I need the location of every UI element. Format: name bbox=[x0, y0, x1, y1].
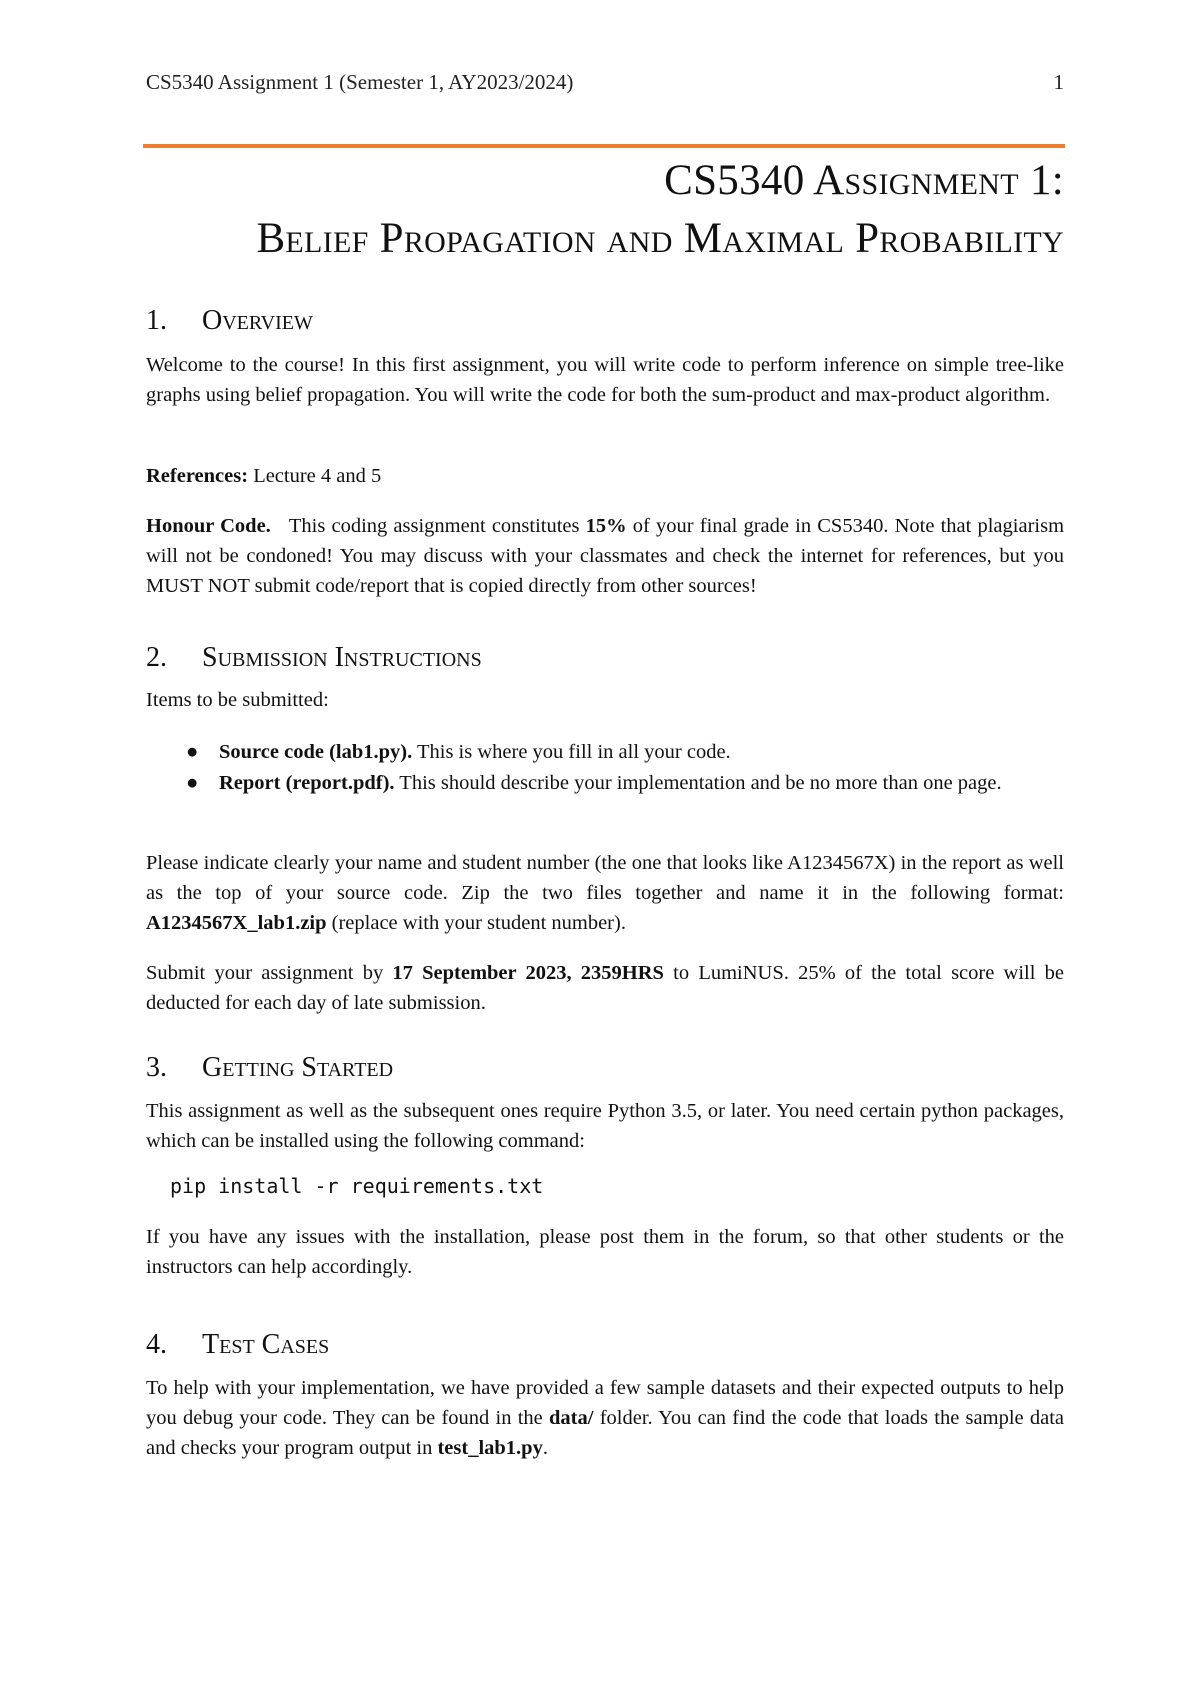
test-cases-mid: folder. You can find the code that loads the sample data and checks your program output in bbox=[146, 1407, 1064, 1459]
section-title: Overview bbox=[202, 305, 313, 336]
submission-format-pre: Please indicate clearly your name and student number (the one that looks like A1234567X) in the report as well as the top of your source code. Zip the two files together and name it in the following format: bbox=[146, 852, 1064, 904]
deadline-pre: Submit your assignment by bbox=[146, 962, 393, 984]
section-number: 1. bbox=[146, 305, 167, 336]
test-cases-pre: To help with your implementation, we have provided a few sample datasets and their expected outputs to help you debug your code. They can be found in the bbox=[146, 1377, 1064, 1429]
page-number: 1 bbox=[1053, 70, 1064, 94]
list-item-bold: Source code (lab1.py). bbox=[219, 741, 413, 763]
section-heading-submission bbox=[146, 642, 482, 674]
section-heading-getting-started bbox=[146, 1052, 393, 1084]
getting-started-paragraph: This assignment as well as the subsequent ones require Python 3.5, or later. You need certain python packages, which can be installed using the following command: bbox=[146, 1100, 1064, 1152]
running-header bbox=[146, 70, 1064, 102]
overview-paragraph: Welcome to the course! In this first assignment, you will write code to perform inference on simple tree-like graphs using belief propagation. You will write the code for both the sum-product and max-product algorithm. bbox=[146, 354, 1064, 406]
section-title: Getting Started bbox=[202, 1052, 394, 1083]
test-file-name: test_lab1.py bbox=[437, 1437, 543, 1459]
list-item-desc: This should describe your implementation and be no more than one page. bbox=[394, 772, 1002, 794]
installation-help-paragraph: If you have any issues with the installation, please post them in the forum, so that other students or the instructors can help accordingly. bbox=[146, 1226, 1064, 1278]
test-cases-post: . bbox=[542, 1437, 548, 1459]
deadline-post: to LumiNUS. 25% of the total score will be deducted for each day of late submission. bbox=[146, 962, 1064, 1014]
submission-format-post: (replace with your student number). bbox=[326, 912, 626, 934]
honour-code-paragraph bbox=[146, 511, 1064, 601]
list-item bbox=[146, 768, 1064, 828]
bullet-icon: ● bbox=[186, 772, 199, 794]
section-title: Test Cases bbox=[202, 1329, 330, 1360]
references-paragraph bbox=[146, 461, 1064, 491]
references-text: Lecture 4 and 5 bbox=[248, 465, 382, 487]
submission-intro: Items to be submitted: bbox=[146, 689, 329, 711]
deadline-date: 17 September 2023, 2359HRS bbox=[392, 962, 664, 984]
document-title-line1: CS5340 Assignment 1: bbox=[664, 157, 1064, 204]
section-title: Submission Instructions bbox=[202, 642, 482, 673]
honour-code-label: Honour Code. bbox=[146, 515, 271, 537]
install-command: pip install -r requirements.txt bbox=[170, 1174, 544, 1198]
references-label: References: bbox=[146, 465, 249, 487]
list-item bbox=[146, 737, 1064, 767]
header-title: CS5340 Assignment 1 (Semester 1, AY2023/2024) bbox=[146, 70, 574, 94]
honour-code-text-pre: This coding assignment constitutes bbox=[270, 515, 586, 537]
section-number: 2. bbox=[146, 642, 167, 673]
zip-filename: A1234567X_lab1.zip bbox=[146, 912, 327, 934]
section-heading-test-cases bbox=[146, 1329, 329, 1361]
list-item-bold: Report (report.pdf). bbox=[219, 772, 395, 794]
list-item-text bbox=[219, 768, 1064, 798]
deadline-paragraph bbox=[146, 958, 1064, 1018]
title-rule bbox=[143, 144, 1065, 148]
list-item-text bbox=[219, 737, 1064, 767]
honour-code-percent: 15% bbox=[585, 515, 627, 537]
section-number: 3. bbox=[146, 1052, 167, 1083]
data-folder-name: data/ bbox=[549, 1407, 594, 1429]
bullet-icon: ● bbox=[186, 741, 199, 763]
section-heading-overview bbox=[146, 305, 313, 337]
section-number: 4. bbox=[146, 1329, 167, 1360]
list-item-desc: This is where you fill in all your code. bbox=[412, 741, 731, 763]
submission-format-paragraph bbox=[146, 848, 1064, 938]
document-title-line2: Belief Propagation and Maximal Probability bbox=[256, 215, 1064, 262]
honour-code-text-post: of your final grade in CS5340. Note that plagiarism will not be condoned! You may discuss with your classmates and check the internet for references, but you MUST NOT submit code/report that is copied directly from other sources! bbox=[146, 515, 1065, 597]
test-cases-paragraph bbox=[146, 1373, 1064, 1463]
